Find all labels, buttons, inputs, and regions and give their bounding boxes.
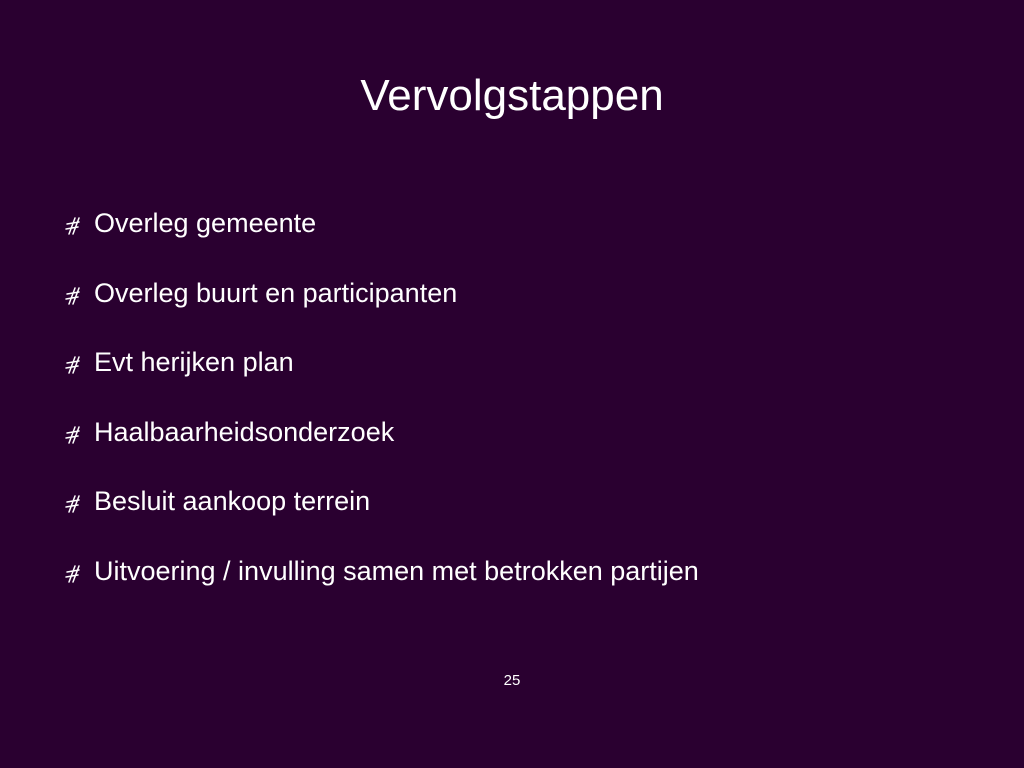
slash-bullet-icon xyxy=(62,215,84,237)
bullet-item xyxy=(62,203,699,273)
bullet-label: Evt herijken plan xyxy=(94,347,294,377)
bullet-item xyxy=(62,342,699,412)
bullet-label: Overleg buurt en participanten xyxy=(94,277,458,308)
bullet-label: Haalbaarheidsonderzoek xyxy=(94,416,395,447)
slash-bullet-icon xyxy=(62,285,84,307)
bullet-item xyxy=(62,551,699,621)
slash-bullet-icon xyxy=(62,563,84,585)
slash-bullet-icon xyxy=(62,424,84,446)
slash-bullet-icon xyxy=(62,493,84,515)
bullet-label: Besluit aankoop terrein xyxy=(94,486,371,516)
bullet-item xyxy=(62,273,699,343)
bullet-item xyxy=(62,412,699,482)
slash-bullet-icon xyxy=(62,354,84,376)
slide-title: Vervolgstappen xyxy=(360,71,664,120)
bullet-list xyxy=(62,203,699,620)
bullet-label: Overleg gemeente xyxy=(94,208,317,238)
page-number: 25 xyxy=(503,672,521,689)
bullet-label: Uitvoering / invulling samen met betrokken partijen xyxy=(94,555,699,586)
bullet-item xyxy=(62,481,699,551)
